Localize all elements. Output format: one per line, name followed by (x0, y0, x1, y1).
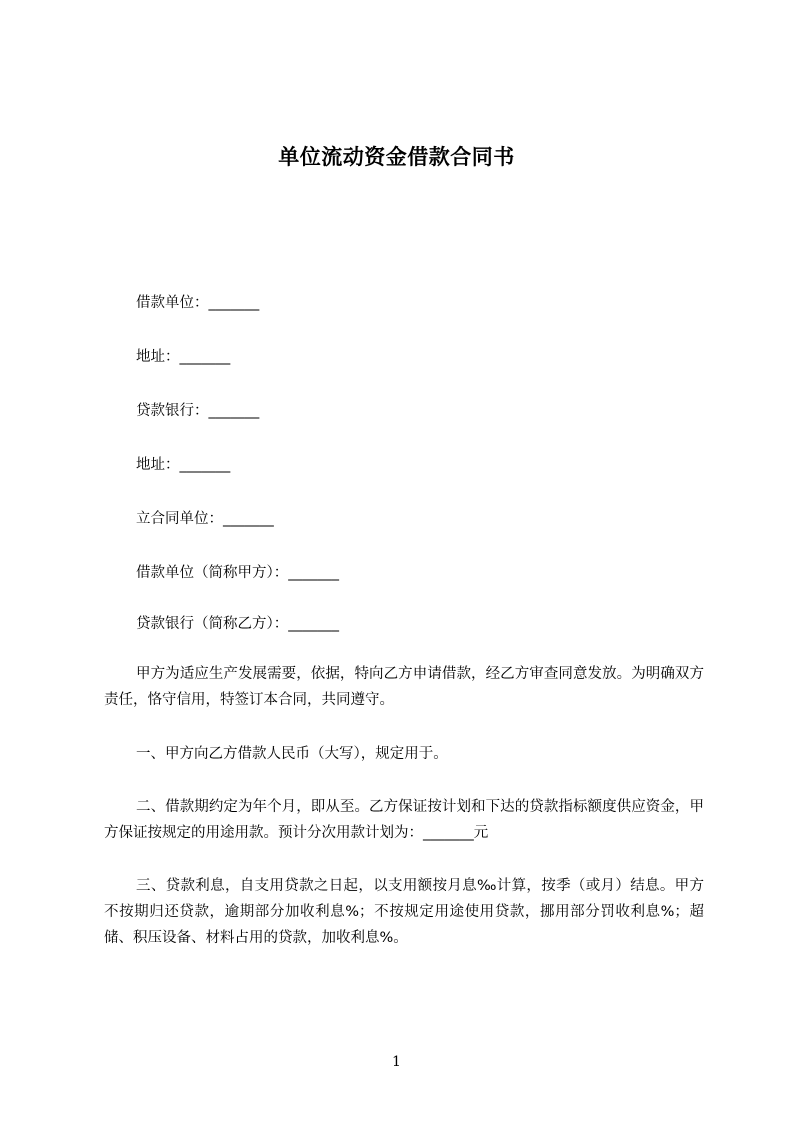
field-contract-parties: 立合同单位：_______ (136, 511, 274, 527)
field-party-b: 贷款银行（简称乙方）：_______ (136, 616, 339, 632)
page-number: 1 (392, 1054, 401, 1070)
field-borrower-address: 地址：_______ (136, 349, 231, 365)
document-title: 单位流动资金借款合同书 (278, 145, 515, 169)
field-lending-bank: 贷款银行：_______ (136, 403, 260, 419)
field-party-a: 借款单位（简称甲方）：_______ (136, 565, 339, 581)
field-borrower-unit: 借款单位：_______ (136, 295, 260, 311)
paragraph-clause-1: 一、甲方向乙方借款人民币（大写），规定用于。 (136, 746, 448, 762)
paragraph-clause-3: 三、贷款利息，自支用贷款之日起，以支用额按月息‰计算，按季（或月）结息。甲方不按期归还贷款，逾期部分加收利息%；不按规定用途使用贷款，挪用部分罚收利息%；超储、积压设备、材料占用的贷款，加收利息%。 (104, 878, 704, 946)
paragraph-preamble: 甲方为适应生产发展需要，依据，特向乙方申请借款，经乙方审查同意发放。为明确双方责任，恪守信用，特签订本合同，共同遵守。 (104, 666, 704, 708)
field-bank-address: 地址：_______ (136, 457, 231, 473)
paragraph-clause-2: 二、借款期约定为年个月，即从至。乙方保证按计划和下达的贷款指标额度供应资金，甲方保证按规定的用途用款。预计分次用款计划为：_______元 (104, 799, 704, 841)
